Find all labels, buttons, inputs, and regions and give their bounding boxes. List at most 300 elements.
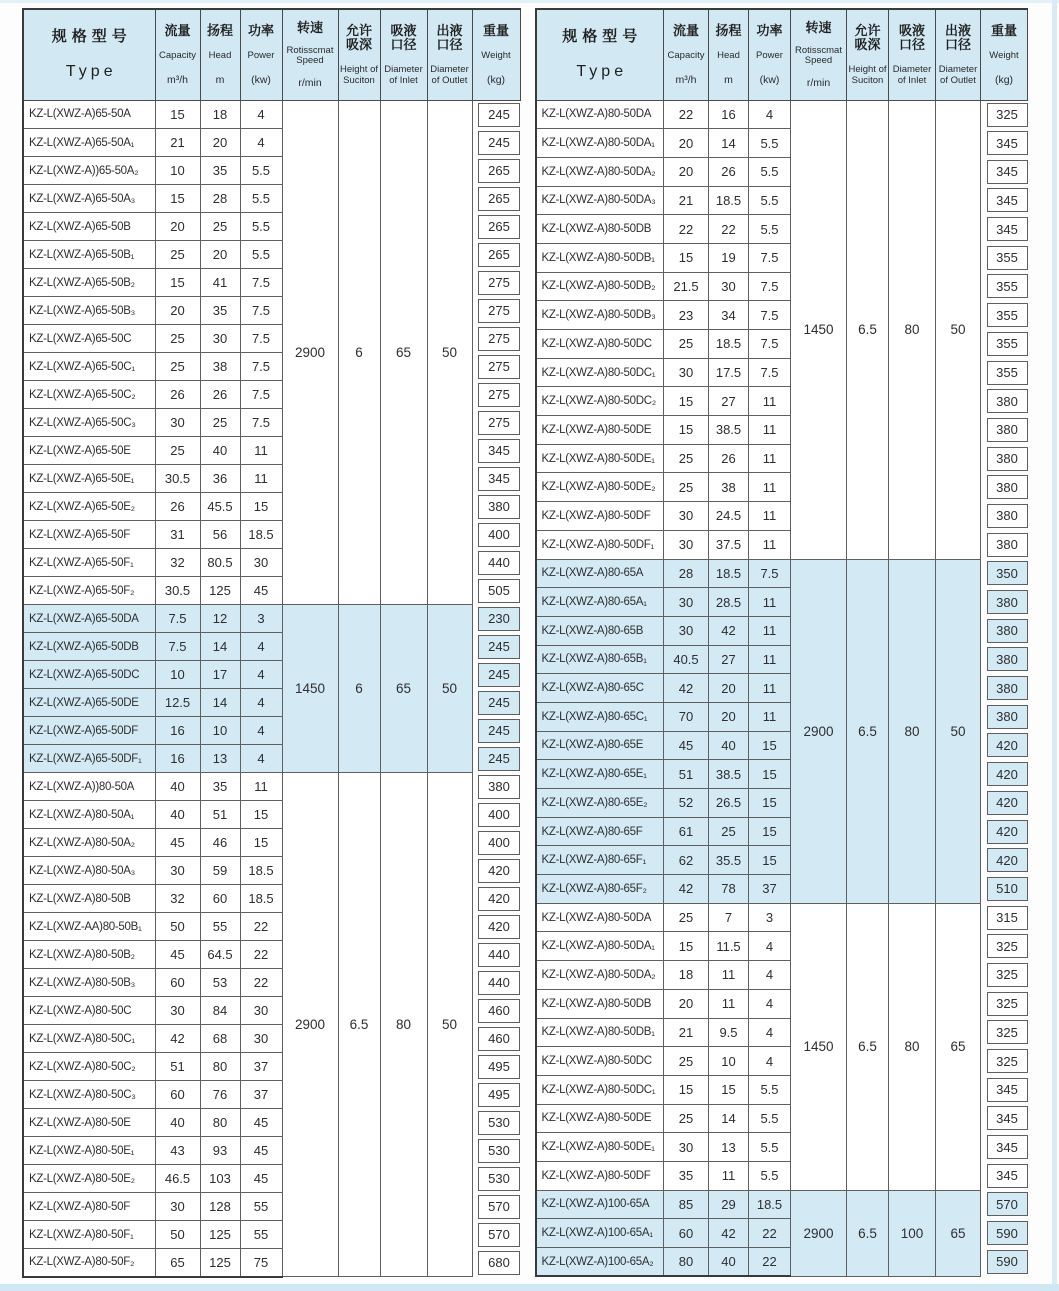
power-cell: 3: [749, 903, 791, 932]
capacity-cell: 30: [664, 358, 709, 387]
head-cell: 42: [709, 1219, 749, 1248]
weight-box: 350: [987, 561, 1028, 585]
type-cell: KZ-L(XWZ-A)65-50DE: [23, 689, 155, 717]
head-cell: 9.5: [709, 1018, 749, 1047]
weight-cell: [987, 559, 1028, 588]
head-cell: 25: [200, 213, 240, 241]
header-speed-unit: r/min: [298, 76, 322, 89]
weight-box: 345: [478, 467, 520, 491]
weight-box: 345: [987, 131, 1028, 155]
power-cell: 30: [240, 1025, 282, 1053]
weight-box: 380: [987, 619, 1028, 643]
weight-cell: [478, 1053, 520, 1081]
type-cell: KZ-L(XWZ-A)80-50B₃: [23, 969, 155, 997]
weight-box: 345: [987, 1135, 1028, 1159]
power-cell: 4: [240, 661, 282, 689]
power-cell: 7.5: [240, 325, 282, 353]
capacity-cell: 40.5: [664, 645, 709, 674]
type-cell: KZ-L(XWZ-A)80-65C₁: [536, 702, 664, 731]
weight-cell: [987, 186, 1028, 215]
type-cell: KZ-L(XWZ-A)80-50DA₃: [536, 186, 664, 215]
weight-box: 355: [987, 361, 1028, 385]
type-cell: KZ-L(XWZ-A)80-50E₁: [23, 1137, 155, 1165]
capacity-cell: 35: [664, 1161, 709, 1190]
type-cell: KZ-L(XWZ-A)80-50E: [23, 1109, 155, 1137]
weight-cell: [478, 269, 520, 297]
weight-cell: [478, 773, 520, 801]
capacity-cell: 16: [155, 717, 200, 745]
capacity-cell: 15: [155, 269, 200, 297]
weight-box: 440: [478, 971, 520, 995]
weight-cell: [987, 875, 1028, 904]
weight-box: 380: [987, 504, 1028, 528]
type-cell: KZ-L(XWZ-A)80-50DC: [536, 1047, 664, 1076]
weight-cell: [987, 961, 1028, 990]
weight-cell: [987, 100, 1028, 129]
weight-box: 275: [478, 355, 520, 379]
head-cell: 35: [200, 297, 240, 325]
weight-box: 325: [987, 934, 1028, 958]
head-cell: 26: [709, 157, 749, 186]
header-weight-unit: (kg): [486, 73, 506, 86]
weight-box: 420: [987, 733, 1028, 757]
weight-cell: [987, 1161, 1028, 1190]
header-weight-en: Weight: [481, 49, 511, 61]
type-cell: KZ-L(XWZ-A)80-50A₂: [23, 829, 155, 857]
left-spec-table: [22, 8, 521, 1278]
head-cell: 14: [200, 633, 240, 661]
weight-box: 380: [478, 495, 520, 519]
header-power-en: Power: [756, 49, 783, 61]
power-cell: 7.5: [240, 297, 282, 325]
head-cell: 20: [709, 674, 749, 703]
weight-cell: [478, 157, 520, 185]
weight-box: 380: [987, 590, 1028, 614]
weight-cell: [987, 588, 1028, 617]
header-capacity-unit: m³/h: [675, 73, 697, 86]
power-cell: 5.5: [749, 157, 791, 186]
type-cell: KZ-L(XWZ-AA)80-50B₁: [23, 913, 155, 941]
type-cell: KZ-L(XWZ-A)65-50B: [23, 213, 155, 241]
header-outlet-en: Diameter of Outlet: [938, 64, 978, 86]
capacity-cell: 16: [155, 745, 200, 773]
weight-cell: [478, 1081, 520, 1109]
power-cell: 5.5: [240, 157, 282, 185]
type-cell: KZ-L(XWZ-A)65-50C₃: [23, 409, 155, 437]
capacity-cell: 30: [664, 530, 709, 559]
type-cell: KZ-L(XWZ-A)80-65E: [536, 731, 664, 760]
capacity-cell: 21: [664, 186, 709, 215]
weight-box: 345: [987, 188, 1028, 212]
weight-cell: [478, 465, 520, 493]
weight-cell: [987, 1047, 1028, 1076]
suction-cell: 6.5: [847, 100, 889, 559]
spec-row: [536, 903, 1028, 932]
head-cell: 20: [200, 129, 240, 157]
capacity-cell: 26: [155, 381, 200, 409]
weight-cell: [987, 1133, 1028, 1162]
weight-box: 355: [987, 246, 1028, 270]
head-cell: 56: [200, 521, 240, 549]
capacity-cell: 40: [155, 801, 200, 829]
spec-row: [536, 559, 1028, 588]
weight-box: 275: [478, 299, 520, 323]
spec-row: [23, 100, 520, 129]
power-cell: 4: [749, 989, 791, 1018]
weight-cell: [478, 829, 520, 857]
weight-box: 275: [478, 271, 520, 295]
capacity-cell: 50: [155, 1221, 200, 1249]
weight-cell: [987, 416, 1028, 445]
weight-box: 420: [478, 887, 520, 911]
header-speed-unit: r/min: [806, 76, 831, 89]
head-cell: 14: [709, 129, 749, 158]
header-speed-zh: 转速: [296, 19, 323, 35]
weight-box: 245: [478, 635, 520, 659]
weight-cell: [478, 577, 520, 605]
suction-cell: 6.5: [847, 903, 889, 1190]
power-cell: 18.5: [749, 1190, 791, 1219]
weight-cell: [478, 1193, 520, 1221]
type-cell: KZ-L(XWZ-A)80-50DE: [536, 416, 664, 445]
weight-box: 380: [987, 705, 1028, 729]
weight-cell: [478, 437, 520, 465]
type-cell: KZ-L(XWZ-A)80-65A₁: [536, 588, 664, 617]
type-cell: KZ-L(XWZ-A)80-50B₂: [23, 941, 155, 969]
power-cell: 55: [240, 1221, 282, 1249]
power-cell: 11: [749, 674, 791, 703]
capacity-cell: 50: [155, 913, 200, 941]
power-cell: 45: [240, 1137, 282, 1165]
power-cell: 5.5: [749, 186, 791, 215]
power-cell: 5.5: [749, 215, 791, 244]
weight-cell: [987, 731, 1028, 760]
capacity-cell: 30: [664, 1133, 709, 1162]
power-cell: 4: [240, 100, 282, 129]
head-cell: 18.5: [709, 330, 749, 359]
capacity-cell: 80: [664, 1248, 709, 1277]
weight-box: 325: [987, 963, 1028, 987]
weight-cell: [478, 1137, 520, 1165]
capacity-cell: 25: [664, 1104, 709, 1133]
weight-cell: [478, 1109, 520, 1137]
capacity-cell: 30: [664, 502, 709, 531]
weight-cell: [987, 1219, 1028, 1248]
weight-cell: [987, 215, 1028, 244]
power-cell: 11: [749, 502, 791, 531]
type-cell: KZ-L(XWZ-A)65-50DA: [23, 605, 155, 633]
header-speed: [791, 9, 847, 100]
capacity-cell: 7.5: [155, 605, 200, 633]
capacity-cell: 22: [664, 100, 709, 129]
head-cell: 19: [709, 243, 749, 272]
type-cell: KZ-L(XWZ-A)65-50DF: [23, 717, 155, 745]
power-cell: 37: [749, 875, 791, 904]
power-cell: 4: [749, 961, 791, 990]
type-cell: KZ-L(XWZ-A)80-50DB₁: [536, 1018, 664, 1047]
capacity-cell: 25: [664, 444, 709, 473]
type-cell: KZ-L(XWZ-A)80-50DA: [536, 100, 664, 129]
power-cell: 4: [749, 100, 791, 129]
head-cell: 38.5: [709, 760, 749, 789]
inlet-cell: 80: [889, 100, 936, 559]
head-cell: 51: [200, 801, 240, 829]
capacity-cell: 23: [664, 301, 709, 330]
weight-cell: [987, 989, 1028, 1018]
capacity-cell: 20: [155, 297, 200, 325]
type-cell: KZ-L(XWZ-A)80-65F: [536, 817, 664, 846]
head-cell: 11: [709, 961, 749, 990]
head-cell: 26: [200, 381, 240, 409]
weight-cell: [478, 493, 520, 521]
power-cell: 4: [240, 129, 282, 157]
type-cell: KZ-L(XWZ-A)100-65A: [536, 1190, 664, 1219]
capacity-cell: 30: [155, 857, 200, 885]
weight-cell: [478, 689, 520, 717]
head-cell: 53: [200, 969, 240, 997]
type-cell: KZ-L(XWZ-A)80-50DC₂: [536, 387, 664, 416]
type-cell: KZ-L(XWZ-A)80-50DA₂: [536, 961, 664, 990]
power-cell: 22: [749, 1248, 791, 1277]
header-head-unit: m: [215, 73, 225, 86]
head-cell: 27: [709, 645, 749, 674]
head-cell: 18: [200, 100, 240, 129]
type-cell: KZ-L(XWZ-A)80-65A: [536, 559, 664, 588]
capacity-cell: 85: [664, 1190, 709, 1219]
type-cell: KZ-L(XWZ-A)80-65E₂: [536, 789, 664, 818]
type-cell: KZ-L(XWZ-A)65-50B₁: [23, 241, 155, 269]
head-cell: 30: [709, 272, 749, 301]
speed-cell: 1450: [282, 605, 338, 773]
weight-box: 245: [478, 747, 520, 771]
weight-box: 265: [478, 243, 520, 267]
power-cell: 75: [240, 1249, 282, 1277]
weight-cell: [478, 129, 520, 157]
weight-box: 230: [478, 607, 520, 631]
capacity-cell: 21.5: [664, 272, 709, 301]
weight-box: 420: [478, 859, 520, 883]
power-cell: 7.5: [749, 243, 791, 272]
outlet-cell: 50: [936, 559, 981, 903]
power-cell: 4: [240, 689, 282, 717]
weight-box: 245: [478, 663, 520, 687]
weight-cell: [987, 674, 1028, 703]
head-cell: 11: [709, 989, 749, 1018]
weight-cell: [987, 473, 1028, 502]
head-cell: 10: [709, 1047, 749, 1076]
weight-cell: [478, 605, 520, 633]
capacity-cell: 10: [155, 157, 200, 185]
type-cell: KZ-L(XWZ-A)65-50B₃: [23, 297, 155, 325]
weight-cell: [478, 1165, 520, 1193]
type-cell: KZ-L(XWZ-A))65-50A₂: [23, 157, 155, 185]
head-cell: 12: [200, 605, 240, 633]
weight-cell: [478, 353, 520, 381]
head-cell: 55: [200, 913, 240, 941]
weight-box: 400: [478, 523, 520, 547]
head-cell: 60: [200, 885, 240, 913]
suction-cell: 6.5: [338, 773, 380, 1277]
capacity-cell: 30: [155, 409, 200, 437]
power-cell: 4: [749, 932, 791, 961]
header-head-en: Head: [717, 49, 740, 61]
header-weight: [981, 9, 1028, 100]
weight-box: 345: [987, 160, 1028, 184]
power-cell: 5.5: [749, 1104, 791, 1133]
weight-box: 440: [478, 943, 520, 967]
type-cell: KZ-L(XWZ-A)65-50E₁: [23, 465, 155, 493]
header-power: [749, 9, 791, 100]
type-cell: KZ-L(XWZ-A)80-65C: [536, 674, 664, 703]
header-type: [23, 9, 155, 100]
head-cell: 35: [200, 157, 240, 185]
weight-box: 530: [478, 1111, 520, 1135]
capacity-cell: 31: [155, 521, 200, 549]
outlet-cell: 50: [427, 773, 472, 1277]
weight-box: 680: [478, 1251, 520, 1275]
header-type: [536, 9, 664, 100]
page-edge-bottom: [0, 1284, 1059, 1291]
head-cell: 14: [709, 1104, 749, 1133]
capacity-cell: 46.5: [155, 1165, 200, 1193]
head-cell: 80: [200, 1109, 240, 1137]
head-cell: 17.5: [709, 358, 749, 387]
capacity-cell: 42: [664, 875, 709, 904]
type-cell: KZ-L(XWZ-A)100-65A₁: [536, 1219, 664, 1248]
capacity-cell: 60: [155, 969, 200, 997]
weight-cell: [478, 100, 520, 129]
header-weight-zh: 重量: [482, 22, 509, 38]
capacity-cell: 40: [155, 1109, 200, 1137]
type-cell: KZ-L(XWZ-A)65-50C₂: [23, 381, 155, 409]
power-cell: 4: [749, 1018, 791, 1047]
weight-cell: [478, 1221, 520, 1249]
weight-box: 380: [987, 389, 1028, 413]
power-cell: 7.5: [749, 272, 791, 301]
power-cell: 7.5: [749, 358, 791, 387]
power-cell: 7.5: [749, 330, 791, 359]
weight-cell: [478, 1025, 520, 1053]
weight-cell: [987, 157, 1028, 186]
head-cell: 7: [709, 903, 749, 932]
weight-box: 355: [987, 303, 1028, 327]
weight-box: 265: [478, 187, 520, 211]
weight-box: 275: [478, 411, 520, 435]
head-cell: 20: [200, 241, 240, 269]
type-cell: KZ-L(XWZ-A)80-50A₃: [23, 857, 155, 885]
power-cell: 4: [240, 633, 282, 661]
header-capacity: [664, 9, 709, 100]
header-head: [200, 9, 240, 100]
head-cell: 16: [709, 100, 749, 129]
speed-cell: 2900: [282, 773, 338, 1277]
header-inlet-zh: 吸液口径: [898, 22, 925, 53]
head-cell: 36: [200, 465, 240, 493]
weight-cell: [478, 521, 520, 549]
type-cell: KZ-L(XWZ-A)80-50DA₁: [536, 932, 664, 961]
weight-box: 400: [478, 831, 520, 855]
type-cell: KZ-L(XWZ-A)80-50DE₁: [536, 444, 664, 473]
head-cell: 13: [200, 745, 240, 773]
weight-cell: [987, 129, 1028, 158]
head-cell: 27: [709, 387, 749, 416]
head-cell: 45.5: [200, 493, 240, 521]
capacity-cell: 43: [155, 1137, 200, 1165]
capacity-cell: 25: [155, 325, 200, 353]
power-cell: 7.5: [240, 269, 282, 297]
type-cell: KZ-L(XWZ-A)80-50E₂: [23, 1165, 155, 1193]
header-speed: [282, 9, 338, 100]
power-cell: 15: [749, 731, 791, 760]
head-cell: 42: [709, 616, 749, 645]
header-inlet-en: Diameter of Inlet: [384, 64, 423, 86]
capacity-cell: 15: [664, 932, 709, 961]
weight-box: 380: [478, 775, 520, 799]
header-suction-en: Height of Suciton: [848, 64, 887, 86]
type-cell: KZ-L(XWZ-A)80-65B: [536, 616, 664, 645]
weight-cell: [478, 857, 520, 885]
page-edge-top: [0, 0, 1059, 3]
header-power-unit: (kw): [251, 73, 271, 86]
header-inlet: [889, 9, 936, 100]
head-cell: 37.5: [709, 530, 749, 559]
power-cell: 15: [749, 760, 791, 789]
weight-cell: [987, 502, 1028, 531]
head-cell: 103: [200, 1165, 240, 1193]
type-cell: KZ-L(XWZ-A)65-50A: [23, 100, 155, 129]
head-cell: 22: [709, 215, 749, 244]
type-cell: KZ-L(XWZ-A))80-50A: [23, 773, 155, 801]
power-cell: 37: [240, 1081, 282, 1109]
header-weight-zh: 重量: [990, 22, 1017, 38]
type-cell: KZ-L(XWZ-A)80-50DC₁: [536, 1075, 664, 1104]
power-cell: 5.5: [240, 213, 282, 241]
header-power-unit: (kw): [759, 73, 780, 86]
capacity-cell: 40: [155, 773, 200, 801]
power-cell: 5.5: [749, 1161, 791, 1190]
inlet-cell: 65: [380, 605, 427, 773]
header-speed-en: Rotisscmat Speed: [795, 44, 842, 67]
weight-cell: [987, 1104, 1028, 1133]
header-power-zh: 功率: [756, 22, 783, 38]
weight-cell: [478, 381, 520, 409]
type-cell: KZ-L(XWZ-A)80-65F₁: [536, 846, 664, 875]
weight-box: 505: [478, 579, 520, 603]
header-suction-zh: 允许吸深: [345, 22, 372, 53]
weight-cell: [478, 633, 520, 661]
capacity-cell: 30.5: [155, 465, 200, 493]
head-cell: 68: [200, 1025, 240, 1053]
weight-box: 355: [987, 274, 1028, 298]
header-outlet-en: Diameter of Outlet: [430, 64, 469, 86]
weight-cell: [987, 301, 1028, 330]
capacity-cell: 60: [155, 1081, 200, 1109]
power-cell: 11: [749, 530, 791, 559]
weight-cell: [478, 969, 520, 997]
weight-cell: [478, 325, 520, 353]
head-cell: 80.5: [200, 549, 240, 577]
power-cell: 45: [240, 1109, 282, 1137]
capacity-cell: 62: [664, 846, 709, 875]
power-cell: 22: [240, 941, 282, 969]
capacity-cell: 32: [155, 885, 200, 913]
weight-box: 460: [478, 1027, 520, 1051]
weight-cell: [478, 241, 520, 269]
head-cell: 125: [200, 1221, 240, 1249]
weight-cell: [987, 846, 1028, 875]
power-cell: 22: [749, 1219, 791, 1248]
head-cell: 17: [200, 661, 240, 689]
